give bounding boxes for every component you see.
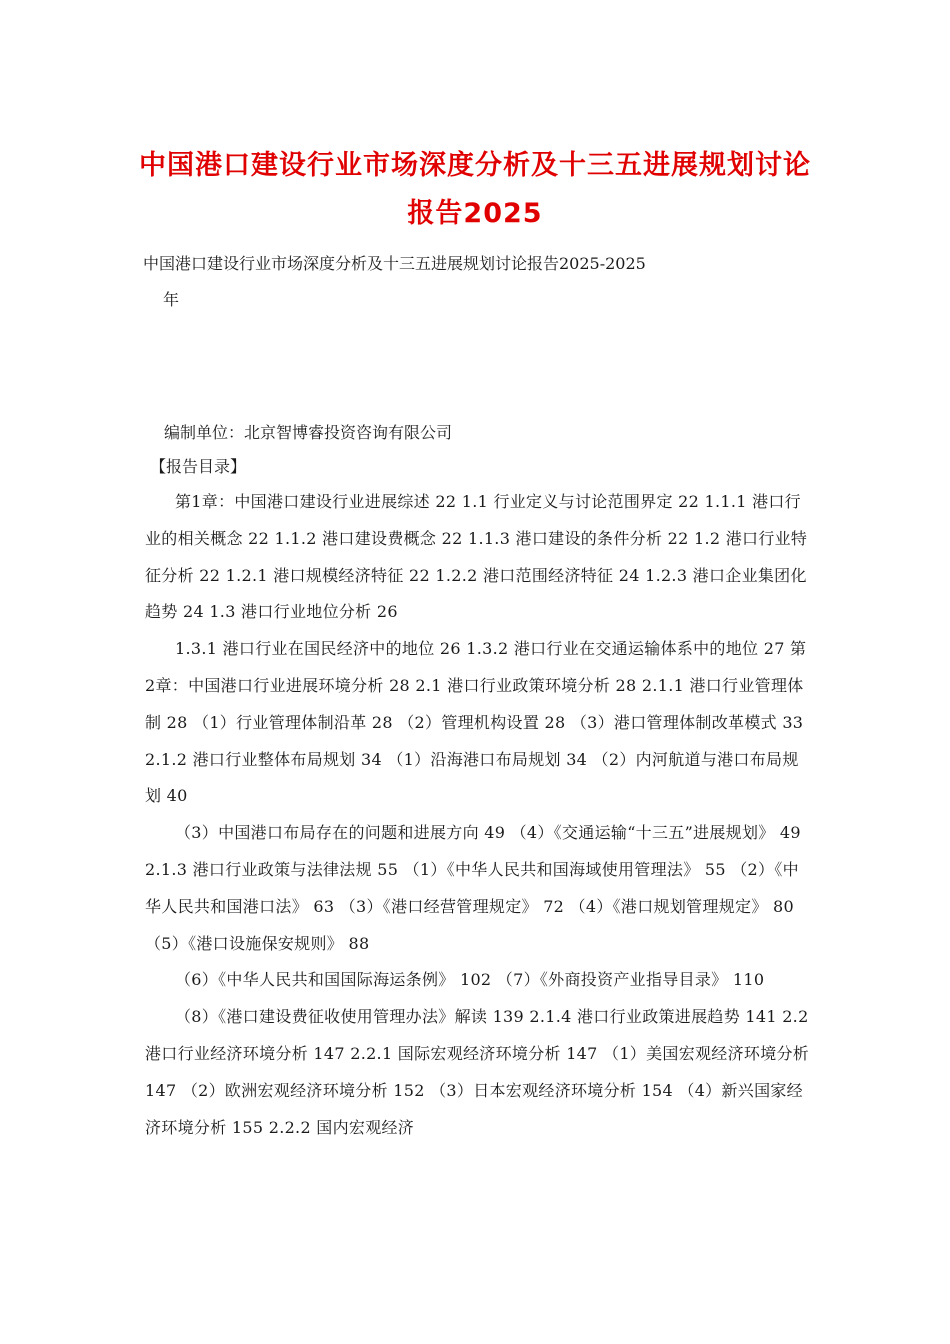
toc-paragraph: （6）《中华人民共和国国际海运条例》 102 （7）《外商投资产业指导目录》 110 bbox=[175, 970, 765, 990]
compiler-line: 编制单位：北京智博睿投资咨询有限公司 bbox=[164, 423, 453, 442]
toc-paragraph: 1.3.1 港口行业在国民经济中的地位 26 1.3.2 港口行业在交通运输体系中的地位 27 第2章：中国港口行业进展环境分析 28 2.1 港口行业政策环境分析 28 2.1.1 港口行业管理体制 28 （1）行业管理体制沿革 28 （2）管理机构设置 28 （3）港口管理体制改革模式 33 2.1.2 港口行业整体布局规划 34 （1）沿海港口布局规划 34 （2）内河航道与港口布局规划 40 bbox=[145, 639, 807, 806]
toc-heading: 【报告目录】 bbox=[150, 457, 247, 476]
toc-paragraph: 第1章：中国港口建设行业进展综述 22 1.1 行业定义与讨论范围界定 22 1.1.1 港口行业的相关概念 22 1.1.2 港口建设费概念 22 1.1.3 港口建设的条件分析 22 1.2 港口行业特征分析 22 1.2.1 港口规模经济特征 22 1.2.2 港口范围经济特征 24 1.2.3 港口企业集团化趋势 24 1.3 港口行业地位分析 26 bbox=[145, 492, 808, 622]
report-subtitle bbox=[143, 246, 783, 318]
subtitle-line-2: 年 bbox=[163, 290, 180, 309]
report-title: 中国港口建设行业市场深度分析及十三五进展规划讨论报告2025 bbox=[139, 150, 811, 229]
subtitle-line-1: 中国港口建设行业市场深度分析及十三五进展规划讨论报告2025-2025 bbox=[143, 254, 646, 273]
toc-paragraph: （8）《港口建设费征收使用管理办法》解读 139 2.1.4 港口行业政策进展趋势 141 2.2 港口行业经济环境分析 147 2.2.1 国际宏观经济环境分析 147 （1）美国宏观经济环境分析 147 （2）欧洲宏观经济环境分析 152 （3）日本宏观经济环境分析 154 （4）新兴国家经济环境分析 155 2.2.2 国内宏观经济 bbox=[145, 1007, 810, 1137]
table-of-contents bbox=[145, 484, 810, 1146]
toc-paragraph: （3）中国港口布局存在的问题和进展方向 49 （4）《交通运输“十三五”进展规划》 49 2.1.3 港口行业政策与法律法规 55 （1）《中华人民共和国海域使用管理法》 55 （2）《中华人民共和国港口法》 63 （3）《港口经营管理规定》 72 （4）《港口规划管理规定》 80 （5）《港口设施保安规则》 88 bbox=[145, 823, 801, 953]
